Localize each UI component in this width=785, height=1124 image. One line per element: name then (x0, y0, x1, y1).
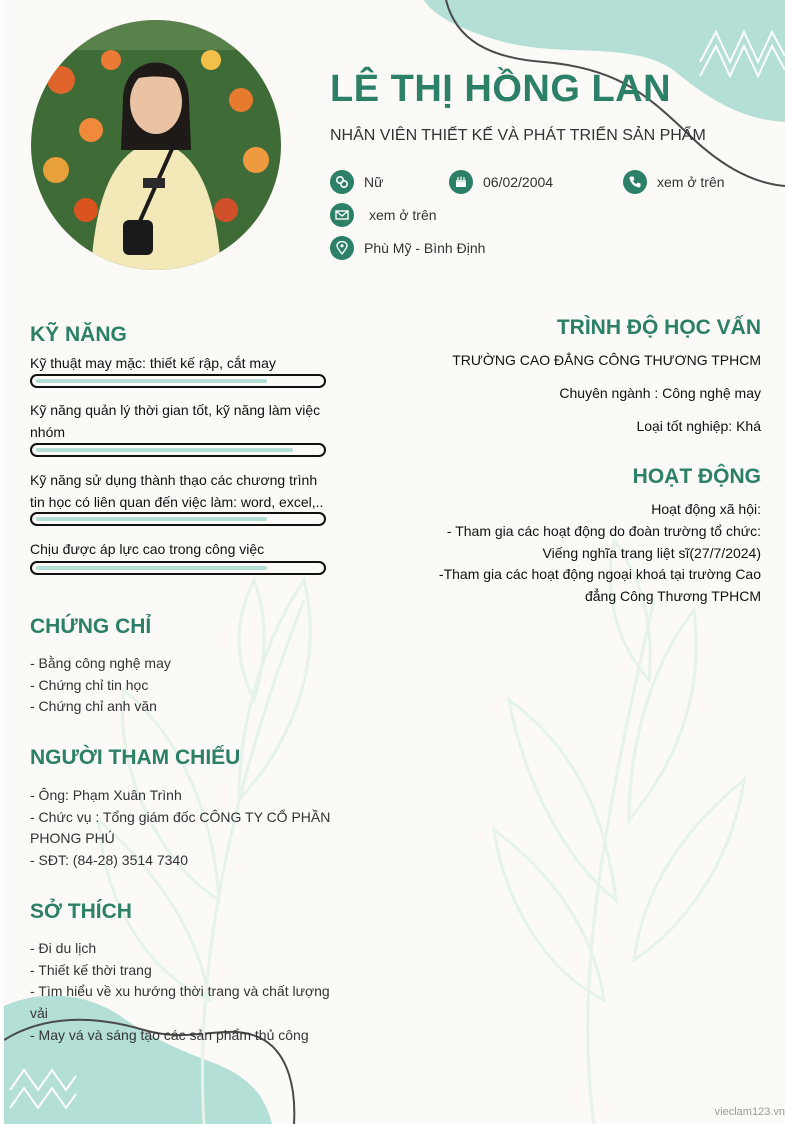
email-info (330, 203, 437, 227)
hobbies-heading: SỞ THÍCH (30, 900, 132, 923)
phone-text: xem ở trên (657, 174, 725, 190)
gender-info (330, 170, 383, 194)
birthday-cake-icon (449, 170, 473, 194)
list-item: - Ông: Phạm Xuân Trình (30, 787, 182, 803)
skill-bar-fill (36, 448, 293, 452)
email-text: xem ở trên (369, 207, 437, 223)
activity-item: -Tham gia các hoạt động ngoại khoá tại trường Cao đẳng Công Thương TPHCM (438, 566, 761, 604)
skill-bar (30, 512, 326, 526)
skill-item: Kỹ năng sử dụng thành thạo các chương trình tin học có liên quan đến việc làm: word, excel,.. (30, 472, 324, 510)
birthday-info (449, 170, 553, 194)
gender-text: Nữ (364, 174, 384, 190)
skill-bar-fill (36, 379, 267, 383)
list-item: - Thiết kế thời trang (30, 961, 152, 978)
location-pin-icon (330, 236, 354, 260)
phone-info (623, 170, 725, 194)
skill-bar (30, 561, 326, 575)
references-list (30, 785, 340, 872)
education-heading: TRÌNH ĐỘ HỌC VẤN (556, 316, 761, 339)
list-item: - Chứng chỉ anh văn (30, 698, 157, 715)
skill-bar-fill (36, 566, 267, 570)
skill-bar-fill (36, 517, 267, 521)
references-heading: NGƯỜI THAM CHIẾU (30, 746, 241, 769)
email-icon (330, 203, 354, 227)
skill-item: Kỹ năng quản lý thời gian tốt, kỹ năng làm việc nhóm (30, 402, 321, 440)
activity-item: - Tham gia các hoạt động do đoàn trường tổ chức: Viếng nghĩa trang liệt sĩ(27/7/2024) (446, 523, 761, 561)
skill-bar (30, 443, 326, 457)
phone-icon (623, 170, 647, 194)
profile-photo (31, 20, 281, 270)
candidate-name: LÊ THỊ HỒNG LAN (330, 68, 672, 110)
list-item: - Đi du lịch (30, 940, 97, 956)
job-title: NHÂN VIÊN THIẾT KẾ VÀ PHÁT TRIỂN SẢN PHẨM (330, 127, 706, 144)
gender-icon (330, 170, 354, 194)
birthday-text: 06/02/2004 (483, 174, 554, 190)
list-item: - SĐT: (84-28) 3514 7340 (30, 852, 188, 869)
activities-heading: HOẠT ĐỘNG (632, 465, 761, 488)
hobbies-list (30, 938, 340, 1047)
certificates-heading: CHỨNG CHỈ (30, 615, 152, 638)
activities-intro: Hoạt động xã hội: (651, 501, 761, 517)
cv-page (4, 0, 785, 1124)
skill-bar (30, 374, 326, 388)
education-grade: Loại tốt nghiệp: Khá (636, 418, 761, 434)
certificates-list (30, 653, 340, 718)
skills-heading: KỸ NĂNG (30, 323, 127, 346)
list-item: - May vá và sáng tạo các sản phẩm thủ công (30, 1026, 309, 1043)
watermark: vieclam123.vn (714, 1106, 785, 1118)
list-item: - Tìm hiểu về xu hướng thời trang và chất lượng vải (30, 983, 330, 1022)
address-info (330, 236, 485, 260)
list-item: - Chức vụ : Tổng giám đốc CÔNG TY CỔ PHẦN PHONG PHÚ (30, 808, 331, 847)
education-major: Chuyên ngành : Công nghệ may (559, 385, 761, 401)
list-item: - Bằng công nghệ may (30, 655, 171, 671)
skill-item: Chịu được áp lực cao trong công việc (30, 541, 265, 557)
skill-item: Kỹ thuật may mặc: thiết kế rập, cắt may (30, 355, 276, 371)
list-item: - Chứng chỉ tin học (30, 676, 149, 693)
address-text: Phù Mỹ - Bình Định (364, 240, 486, 256)
education-school: TRƯỜNG CAO ĐẲNG CÔNG THƯƠNG TPHCM (452, 352, 761, 368)
